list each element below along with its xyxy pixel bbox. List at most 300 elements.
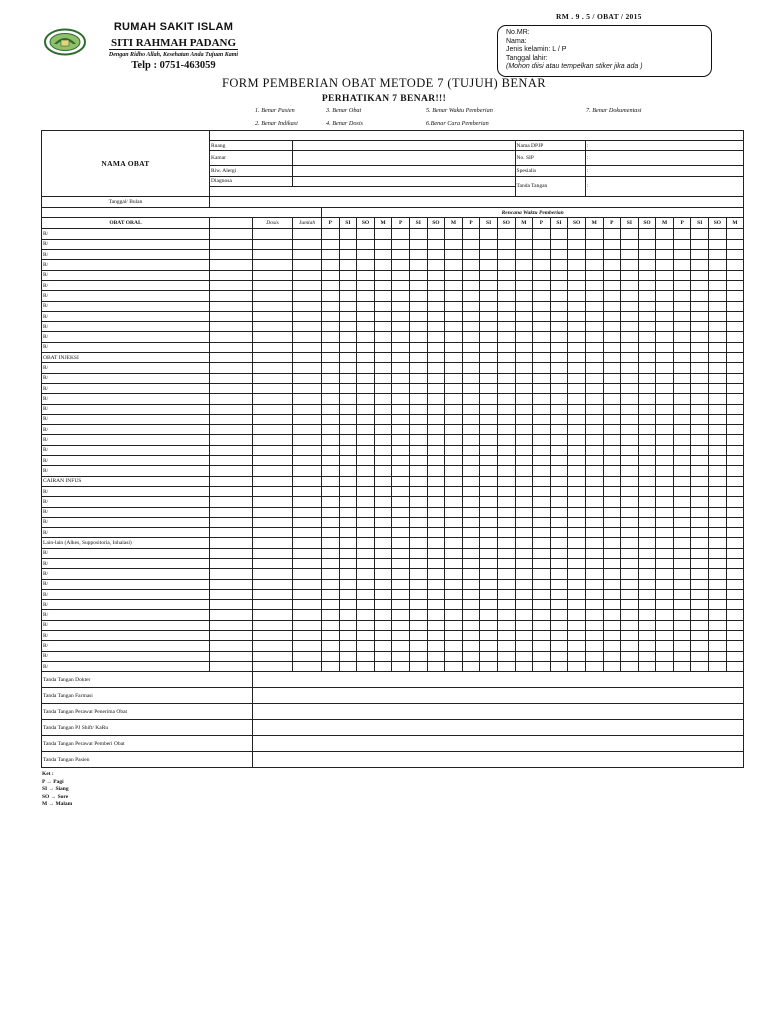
entry-cell[interactable] bbox=[210, 311, 253, 321]
entry-cell[interactable] bbox=[357, 270, 375, 280]
entry-cell[interactable] bbox=[322, 600, 340, 610]
entry-cell[interactable] bbox=[621, 631, 639, 641]
entry-cell[interactable] bbox=[462, 569, 480, 579]
entry-cell[interactable] bbox=[322, 280, 340, 290]
entry-cell[interactable] bbox=[656, 383, 674, 393]
entry-cell[interactable] bbox=[427, 558, 445, 568]
entry-cell[interactable] bbox=[253, 548, 293, 558]
entry-cell[interactable] bbox=[497, 363, 515, 373]
entry-cell[interactable] bbox=[322, 661, 340, 671]
entry-cell[interactable] bbox=[322, 250, 340, 260]
entry-cell[interactable] bbox=[515, 620, 533, 630]
entry-cell[interactable] bbox=[374, 466, 392, 476]
entry-cell[interactable] bbox=[533, 353, 551, 363]
entry-cell[interactable] bbox=[568, 641, 586, 651]
entry-cell[interactable] bbox=[533, 661, 551, 671]
entry-cell[interactable] bbox=[339, 445, 357, 455]
entry-cell[interactable] bbox=[357, 641, 375, 651]
entry-cell[interactable] bbox=[550, 600, 568, 610]
entry-cell[interactable] bbox=[673, 661, 691, 671]
entry-cell[interactable] bbox=[515, 280, 533, 290]
entry-cell[interactable] bbox=[691, 291, 709, 301]
entry-cell[interactable] bbox=[480, 476, 498, 486]
entry-cell[interactable] bbox=[691, 250, 709, 260]
entry-cell[interactable] bbox=[480, 558, 498, 568]
entry-cell[interactable] bbox=[603, 425, 621, 435]
entry-cell[interactable] bbox=[445, 270, 463, 280]
entry-cell[interactable] bbox=[603, 558, 621, 568]
drug-name-cell[interactable]: R/ bbox=[42, 414, 210, 424]
entry-cell[interactable] bbox=[462, 239, 480, 249]
entry-cell[interactable] bbox=[293, 291, 322, 301]
entry-cell[interactable] bbox=[673, 558, 691, 568]
entry-cell[interactable] bbox=[638, 600, 656, 610]
entry-cell[interactable] bbox=[497, 404, 515, 414]
entry-cell[interactable] bbox=[550, 311, 568, 321]
entry-cell[interactable] bbox=[603, 661, 621, 671]
entry-cell[interactable] bbox=[550, 497, 568, 507]
entry-cell[interactable] bbox=[427, 435, 445, 445]
entry-cell[interactable] bbox=[427, 631, 445, 641]
entry-cell[interactable] bbox=[691, 394, 709, 404]
entry-cell[interactable] bbox=[480, 569, 498, 579]
entry-cell[interactable] bbox=[550, 517, 568, 527]
entry-cell[interactable] bbox=[253, 270, 293, 280]
entry-cell[interactable] bbox=[621, 270, 639, 280]
entry-cell[interactable] bbox=[533, 631, 551, 641]
entry-cell[interactable] bbox=[691, 363, 709, 373]
entry-cell[interactable] bbox=[656, 404, 674, 414]
entry-cell[interactable] bbox=[638, 610, 656, 620]
entry-cell[interactable] bbox=[603, 342, 621, 352]
entry-cell[interactable] bbox=[445, 332, 463, 342]
entry-cell[interactable] bbox=[210, 342, 253, 352]
entry-cell[interactable] bbox=[293, 425, 322, 435]
entry-cell[interactable] bbox=[568, 342, 586, 352]
entry-cell[interactable] bbox=[603, 548, 621, 558]
entry-cell[interactable] bbox=[691, 425, 709, 435]
entry-cell[interactable] bbox=[210, 548, 253, 558]
entry-cell[interactable] bbox=[568, 435, 586, 445]
entry-cell[interactable] bbox=[603, 291, 621, 301]
entry-cell[interactable] bbox=[462, 394, 480, 404]
entry-cell[interactable] bbox=[726, 589, 744, 599]
entry-cell[interactable] bbox=[585, 229, 603, 239]
entry-cell[interactable] bbox=[253, 353, 293, 363]
entry-cell[interactable] bbox=[339, 517, 357, 527]
entry-cell[interactable] bbox=[709, 311, 727, 321]
drug-name-cell[interactable]: R/ bbox=[42, 548, 210, 558]
entry-cell[interactable] bbox=[621, 425, 639, 435]
entry-cell[interactable] bbox=[357, 517, 375, 527]
entry-cell[interactable] bbox=[293, 661, 322, 671]
entry-cell[interactable] bbox=[253, 229, 293, 239]
entry-cell[interactable] bbox=[568, 239, 586, 249]
entry-cell[interactable] bbox=[568, 404, 586, 414]
entry-cell[interactable] bbox=[515, 404, 533, 414]
entry-cell[interactable] bbox=[585, 250, 603, 260]
entry-cell[interactable] bbox=[480, 332, 498, 342]
entry-cell[interactable] bbox=[691, 641, 709, 651]
entry-cell[interactable] bbox=[497, 476, 515, 486]
drug-name-cell[interactable]: R/ bbox=[42, 280, 210, 290]
entry-cell[interactable] bbox=[480, 631, 498, 641]
entry-cell[interactable] bbox=[210, 291, 253, 301]
entry-cell[interactable] bbox=[339, 497, 357, 507]
entry-cell[interactable] bbox=[374, 383, 392, 393]
entry-cell[interactable] bbox=[392, 600, 410, 610]
entry-cell[interactable] bbox=[673, 425, 691, 435]
entry-cell[interactable] bbox=[515, 589, 533, 599]
entry-cell[interactable] bbox=[445, 517, 463, 527]
entry-cell[interactable] bbox=[322, 517, 340, 527]
entry-cell[interactable] bbox=[585, 538, 603, 548]
entry-cell[interactable] bbox=[357, 476, 375, 486]
entry-cell[interactable] bbox=[339, 270, 357, 280]
entry-cell[interactable] bbox=[568, 322, 586, 332]
entry-cell[interactable] bbox=[691, 620, 709, 630]
entry-cell[interactable] bbox=[497, 620, 515, 630]
entry-cell[interactable] bbox=[392, 414, 410, 424]
entry-cell[interactable] bbox=[462, 631, 480, 641]
entry-cell[interactable] bbox=[374, 332, 392, 342]
entry-cell[interactable] bbox=[709, 445, 727, 455]
entry-cell[interactable] bbox=[726, 538, 744, 548]
entry-cell[interactable] bbox=[691, 280, 709, 290]
entry-cell[interactable] bbox=[427, 569, 445, 579]
drug-name-cell[interactable]: R/ bbox=[42, 507, 210, 517]
entry-cell[interactable] bbox=[374, 610, 392, 620]
entry-cell[interactable] bbox=[550, 260, 568, 270]
entry-cell[interactable] bbox=[726, 394, 744, 404]
entry-cell[interactable] bbox=[726, 528, 744, 538]
entry-cell[interactable] bbox=[210, 517, 253, 527]
entry-cell[interactable] bbox=[409, 445, 427, 455]
drug-name-cell[interactable]: R/ bbox=[42, 466, 210, 476]
entry-cell[interactable] bbox=[726, 651, 744, 661]
entry-cell[interactable] bbox=[656, 497, 674, 507]
entry-cell[interactable] bbox=[656, 394, 674, 404]
entry-cell[interactable] bbox=[409, 414, 427, 424]
entry-cell[interactable] bbox=[445, 291, 463, 301]
entry-cell[interactable] bbox=[253, 620, 293, 630]
entry-cell[interactable] bbox=[210, 353, 253, 363]
entry-cell[interactable] bbox=[445, 641, 463, 651]
entry-cell[interactable] bbox=[392, 620, 410, 630]
entry-cell[interactable] bbox=[550, 528, 568, 538]
entry-cell[interactable] bbox=[409, 425, 427, 435]
entry-cell[interactable] bbox=[533, 383, 551, 393]
entry-cell[interactable] bbox=[462, 558, 480, 568]
entry-cell[interactable] bbox=[374, 569, 392, 579]
entry-cell[interactable] bbox=[533, 260, 551, 270]
entry-cell[interactable] bbox=[409, 270, 427, 280]
entry-cell[interactable] bbox=[603, 600, 621, 610]
entry-cell[interactable] bbox=[673, 507, 691, 517]
entry-cell[interactable] bbox=[621, 445, 639, 455]
entry-cell[interactable] bbox=[656, 301, 674, 311]
entry-cell[interactable] bbox=[568, 528, 586, 538]
entry-cell[interactable] bbox=[445, 229, 463, 239]
entry-cell[interactable] bbox=[409, 579, 427, 589]
drug-name-cell[interactable]: R/ bbox=[42, 445, 210, 455]
entry-cell[interactable] bbox=[392, 445, 410, 455]
entry-cell[interactable] bbox=[462, 260, 480, 270]
entry-cell[interactable] bbox=[392, 229, 410, 239]
entry-cell[interactable] bbox=[409, 363, 427, 373]
entry-cell[interactable] bbox=[621, 239, 639, 249]
entry-cell[interactable] bbox=[550, 270, 568, 280]
drug-name-cell[interactable]: R/ bbox=[42, 394, 210, 404]
entry-cell[interactable] bbox=[691, 476, 709, 486]
entry-cell[interactable] bbox=[656, 641, 674, 651]
entry-cell[interactable] bbox=[339, 579, 357, 589]
entry-cell[interactable] bbox=[445, 250, 463, 260]
entry-cell[interactable] bbox=[293, 301, 322, 311]
entry-cell[interactable] bbox=[585, 641, 603, 651]
entry-cell[interactable] bbox=[550, 229, 568, 239]
entry-cell[interactable] bbox=[322, 476, 340, 486]
entry-cell[interactable] bbox=[673, 589, 691, 599]
entry-cell[interactable] bbox=[392, 435, 410, 445]
entry-cell[interactable] bbox=[427, 239, 445, 249]
entry-cell[interactable] bbox=[253, 466, 293, 476]
entry-cell[interactable] bbox=[568, 497, 586, 507]
entry-cell[interactable] bbox=[638, 651, 656, 661]
entry-cell[interactable] bbox=[709, 641, 727, 651]
entry-cell[interactable] bbox=[357, 414, 375, 424]
entry-cell[interactable] bbox=[374, 445, 392, 455]
entry-cell[interactable] bbox=[253, 569, 293, 579]
entry-cell[interactable] bbox=[515, 610, 533, 620]
entry-cell[interactable] bbox=[533, 229, 551, 239]
entry-cell[interactable] bbox=[339, 651, 357, 661]
entry-cell[interactable] bbox=[462, 641, 480, 651]
entry-cell[interactable] bbox=[374, 558, 392, 568]
entry-cell[interactable] bbox=[339, 291, 357, 301]
entry-cell[interactable] bbox=[293, 507, 322, 517]
entry-cell[interactable] bbox=[293, 631, 322, 641]
entry-cell[interactable] bbox=[322, 301, 340, 311]
entry-cell[interactable] bbox=[709, 610, 727, 620]
entry-cell[interactable] bbox=[210, 456, 253, 466]
entry-cell[interactable] bbox=[427, 517, 445, 527]
entry-cell[interactable] bbox=[533, 569, 551, 579]
entry-cell[interactable] bbox=[726, 363, 744, 373]
entry-cell[interactable] bbox=[322, 363, 340, 373]
entry-cell[interactable] bbox=[621, 301, 639, 311]
entry-cell[interactable] bbox=[673, 445, 691, 455]
entry-cell[interactable] bbox=[392, 394, 410, 404]
entry-cell[interactable] bbox=[673, 353, 691, 363]
drug-name-cell[interactable]: R/ bbox=[42, 589, 210, 599]
entry-cell[interactable] bbox=[726, 620, 744, 630]
entry-cell[interactable] bbox=[427, 651, 445, 661]
entry-cell[interactable] bbox=[533, 322, 551, 332]
entry-cell[interactable] bbox=[550, 579, 568, 589]
entry-cell[interactable] bbox=[656, 620, 674, 630]
entry-cell[interactable] bbox=[480, 538, 498, 548]
entry-cell[interactable] bbox=[409, 353, 427, 363]
entry-cell[interactable] bbox=[515, 239, 533, 249]
entry-cell[interactable] bbox=[656, 363, 674, 373]
entry-cell[interactable] bbox=[409, 394, 427, 404]
entry-cell[interactable] bbox=[603, 280, 621, 290]
entry-cell[interactable] bbox=[293, 353, 322, 363]
entry-cell[interactable] bbox=[253, 394, 293, 404]
entry-cell[interactable] bbox=[585, 589, 603, 599]
entry-cell[interactable] bbox=[673, 610, 691, 620]
entry-cell[interactable] bbox=[621, 517, 639, 527]
entry-cell[interactable] bbox=[621, 414, 639, 424]
drug-name-cell[interactable]: R/ bbox=[42, 239, 210, 249]
entry-cell[interactable] bbox=[480, 322, 498, 332]
entry-cell[interactable] bbox=[374, 661, 392, 671]
entry-cell[interactable] bbox=[515, 456, 533, 466]
entry-cell[interactable] bbox=[497, 425, 515, 435]
entry-cell[interactable] bbox=[550, 363, 568, 373]
entry-cell[interactable] bbox=[374, 620, 392, 630]
entry-cell[interactable] bbox=[392, 456, 410, 466]
entry-cell[interactable] bbox=[515, 260, 533, 270]
entry-cell[interactable] bbox=[293, 414, 322, 424]
entry-cell[interactable] bbox=[374, 239, 392, 249]
entry-cell[interactable] bbox=[533, 538, 551, 548]
entry-cell[interactable] bbox=[374, 353, 392, 363]
entry-cell[interactable] bbox=[726, 260, 744, 270]
entry-cell[interactable] bbox=[392, 404, 410, 414]
entry-cell[interactable] bbox=[691, 610, 709, 620]
entry-cell[interactable] bbox=[691, 373, 709, 383]
entry-cell[interactable] bbox=[673, 239, 691, 249]
entry-cell[interactable] bbox=[339, 311, 357, 321]
entry-cell[interactable] bbox=[445, 497, 463, 507]
entry-cell[interactable] bbox=[515, 651, 533, 661]
entry-cell[interactable] bbox=[374, 589, 392, 599]
drug-name-cell[interactable]: R/ bbox=[42, 270, 210, 280]
entry-cell[interactable] bbox=[427, 425, 445, 435]
entry-cell[interactable] bbox=[726, 373, 744, 383]
entry-cell[interactable] bbox=[709, 260, 727, 270]
entry-cell[interactable] bbox=[603, 322, 621, 332]
entry-cell[interactable] bbox=[374, 260, 392, 270]
entry-cell[interactable] bbox=[253, 497, 293, 507]
entry-cell[interactable] bbox=[621, 353, 639, 363]
entry-cell[interactable] bbox=[445, 373, 463, 383]
entry-cell[interactable] bbox=[533, 600, 551, 610]
entry-cell[interactable] bbox=[480, 528, 498, 538]
entry-cell[interactable] bbox=[691, 332, 709, 342]
entry-cell[interactable] bbox=[726, 332, 744, 342]
entry-cell[interactable] bbox=[656, 507, 674, 517]
entry-cell[interactable] bbox=[656, 610, 674, 620]
entry-cell[interactable] bbox=[568, 425, 586, 435]
entry-cell[interactable] bbox=[480, 445, 498, 455]
entry-cell[interactable] bbox=[585, 528, 603, 538]
entry-cell[interactable] bbox=[533, 548, 551, 558]
entry-cell[interactable] bbox=[427, 476, 445, 486]
entry-cell[interactable] bbox=[621, 620, 639, 630]
entry-cell[interactable] bbox=[585, 507, 603, 517]
entry-cell[interactable] bbox=[445, 363, 463, 373]
entry-cell[interactable] bbox=[392, 641, 410, 651]
entry-cell[interactable] bbox=[253, 445, 293, 455]
entry-cell[interactable] bbox=[673, 456, 691, 466]
entry-cell[interactable] bbox=[210, 528, 253, 538]
entry-cell[interactable] bbox=[210, 466, 253, 476]
entry-cell[interactable] bbox=[726, 600, 744, 610]
entry-cell[interactable] bbox=[322, 569, 340, 579]
entry-cell[interactable] bbox=[585, 517, 603, 527]
ttd-field[interactable]: : bbox=[585, 176, 743, 197]
entry-cell[interactable] bbox=[253, 332, 293, 342]
entry-cell[interactable] bbox=[322, 342, 340, 352]
entry-cell[interactable] bbox=[322, 414, 340, 424]
entry-cell[interactable] bbox=[709, 517, 727, 527]
entry-cell[interactable] bbox=[392, 353, 410, 363]
drug-name-cell[interactable]: R/ bbox=[42, 435, 210, 445]
entry-cell[interactable] bbox=[210, 661, 253, 671]
entry-cell[interactable] bbox=[638, 558, 656, 568]
entry-cell[interactable] bbox=[427, 353, 445, 363]
drug-name-cell[interactable]: R/ bbox=[42, 425, 210, 435]
entry-cell[interactable] bbox=[339, 476, 357, 486]
entry-cell[interactable] bbox=[339, 486, 357, 496]
entry-cell[interactable] bbox=[497, 291, 515, 301]
entry-cell[interactable] bbox=[210, 538, 253, 548]
entry-cell[interactable] bbox=[497, 435, 515, 445]
entry-cell[interactable] bbox=[357, 425, 375, 435]
entry-cell[interactable] bbox=[462, 280, 480, 290]
entry-cell[interactable] bbox=[550, 476, 568, 486]
entry-cell[interactable] bbox=[462, 548, 480, 558]
entry-cell[interactable] bbox=[210, 507, 253, 517]
drug-name-cell[interactable]: R/ bbox=[42, 486, 210, 496]
entry-cell[interactable] bbox=[293, 620, 322, 630]
entry-cell[interactable] bbox=[210, 394, 253, 404]
entry-cell[interactable] bbox=[515, 250, 533, 260]
entry-cell[interactable] bbox=[497, 641, 515, 651]
entry-cell[interactable] bbox=[550, 342, 568, 352]
entry-cell[interactable] bbox=[374, 414, 392, 424]
entry-cell[interactable] bbox=[427, 301, 445, 311]
entry-cell[interactable] bbox=[409, 569, 427, 579]
entry-cell[interactable] bbox=[550, 414, 568, 424]
entry-cell[interactable] bbox=[293, 239, 322, 249]
entry-cell[interactable] bbox=[568, 579, 586, 589]
entry-cell[interactable] bbox=[480, 394, 498, 404]
entry-cell[interactable] bbox=[533, 497, 551, 507]
entry-cell[interactable] bbox=[515, 229, 533, 239]
entry-cell[interactable] bbox=[322, 579, 340, 589]
entry-cell[interactable] bbox=[409, 383, 427, 393]
entry-cell[interactable] bbox=[515, 558, 533, 568]
entry-cell[interactable] bbox=[322, 589, 340, 599]
entry-cell[interactable] bbox=[339, 363, 357, 373]
entry-cell[interactable] bbox=[462, 661, 480, 671]
entry-cell[interactable] bbox=[656, 260, 674, 270]
entry-cell[interactable] bbox=[621, 260, 639, 270]
entry-cell[interactable] bbox=[357, 610, 375, 620]
entry-cell[interactable] bbox=[462, 476, 480, 486]
entry-cell[interactable] bbox=[374, 322, 392, 332]
entry-cell[interactable] bbox=[673, 280, 691, 290]
entry-cell[interactable] bbox=[726, 425, 744, 435]
entry-cell[interactable] bbox=[515, 507, 533, 517]
entry-cell[interactable] bbox=[374, 250, 392, 260]
entry-cell[interactable] bbox=[339, 280, 357, 290]
entry-cell[interactable] bbox=[322, 260, 340, 270]
